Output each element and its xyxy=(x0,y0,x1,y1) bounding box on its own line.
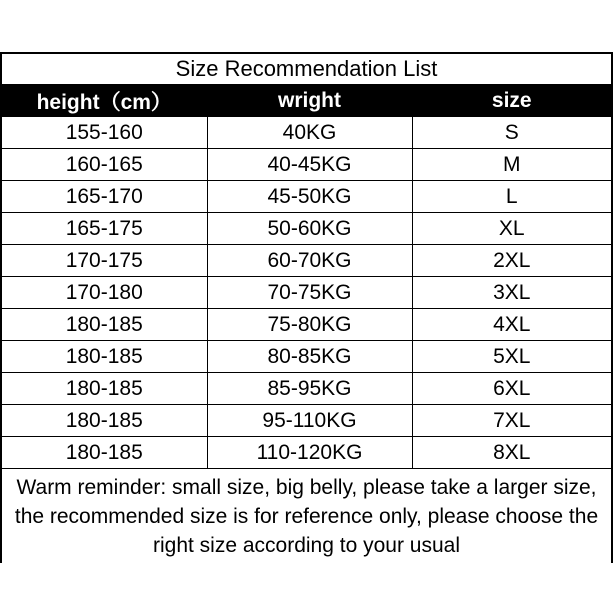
height-cell: 160-165 xyxy=(2,149,207,181)
height-cell: 165-170 xyxy=(2,181,207,213)
table-row xyxy=(2,341,611,373)
weight-cell: 50-60KG xyxy=(207,213,412,245)
table-row xyxy=(2,277,611,309)
height-cell: 165-175 xyxy=(2,213,207,245)
size-chart xyxy=(0,52,613,563)
size-cell: M xyxy=(412,149,611,181)
table-row xyxy=(2,245,611,277)
chart-title: Size Recommendation List xyxy=(2,54,611,85)
header-size: size xyxy=(412,85,611,117)
weight-cell: 45-50KG xyxy=(207,181,412,213)
table-row xyxy=(2,437,611,469)
weight-cell: 80-85KG xyxy=(207,341,412,373)
header-weight: wright xyxy=(207,85,412,117)
table-row xyxy=(2,405,611,437)
weight-cell: 110-120KG xyxy=(207,437,412,469)
height-cell: 180-185 xyxy=(2,341,207,373)
height-cell: 180-185 xyxy=(2,437,207,469)
weight-cell: 60-70KG xyxy=(207,245,412,277)
table-row xyxy=(2,149,611,181)
table-row xyxy=(2,213,611,245)
warm-reminder-text: Warm reminder: small size, big belly, please take a larger size, the recommended size is for reference only, please choose the right size according to your usual xyxy=(14,476,599,557)
size-cell: XL xyxy=(412,213,611,245)
height-cell: 155-160 xyxy=(2,117,207,149)
header-row xyxy=(2,85,611,117)
height-cell: 180-185 xyxy=(2,405,207,437)
weight-cell: 85-95KG xyxy=(207,373,412,405)
weight-cell: 40KG xyxy=(207,117,412,149)
size-cell: S xyxy=(412,117,611,149)
weight-cell: 75-80KG xyxy=(207,309,412,341)
size-cell: 2XL xyxy=(412,245,611,277)
height-cell: 180-185 xyxy=(2,373,207,405)
height-cell: 170-180 xyxy=(2,277,207,309)
table-row xyxy=(2,117,611,149)
weight-cell: 95-110KG xyxy=(207,405,412,437)
header-height: height（cm） xyxy=(2,85,207,117)
size-cell: 6XL xyxy=(412,373,611,405)
height-cell: 170-175 xyxy=(2,245,207,277)
size-cell: L xyxy=(412,181,611,213)
table-row xyxy=(2,309,611,341)
size-cell: 7XL xyxy=(412,405,611,437)
weight-cell: 70-75KG xyxy=(207,277,412,309)
size-cell: 5XL xyxy=(412,341,611,373)
table-row xyxy=(2,181,611,213)
size-cell: 4XL xyxy=(412,309,611,341)
size-cell: 3XL xyxy=(412,277,611,309)
table-row xyxy=(2,373,611,405)
height-cell: 180-185 xyxy=(2,309,207,341)
weight-cell: 40-45KG xyxy=(207,149,412,181)
size-table xyxy=(2,85,611,469)
size-cell: 8XL xyxy=(412,437,611,469)
